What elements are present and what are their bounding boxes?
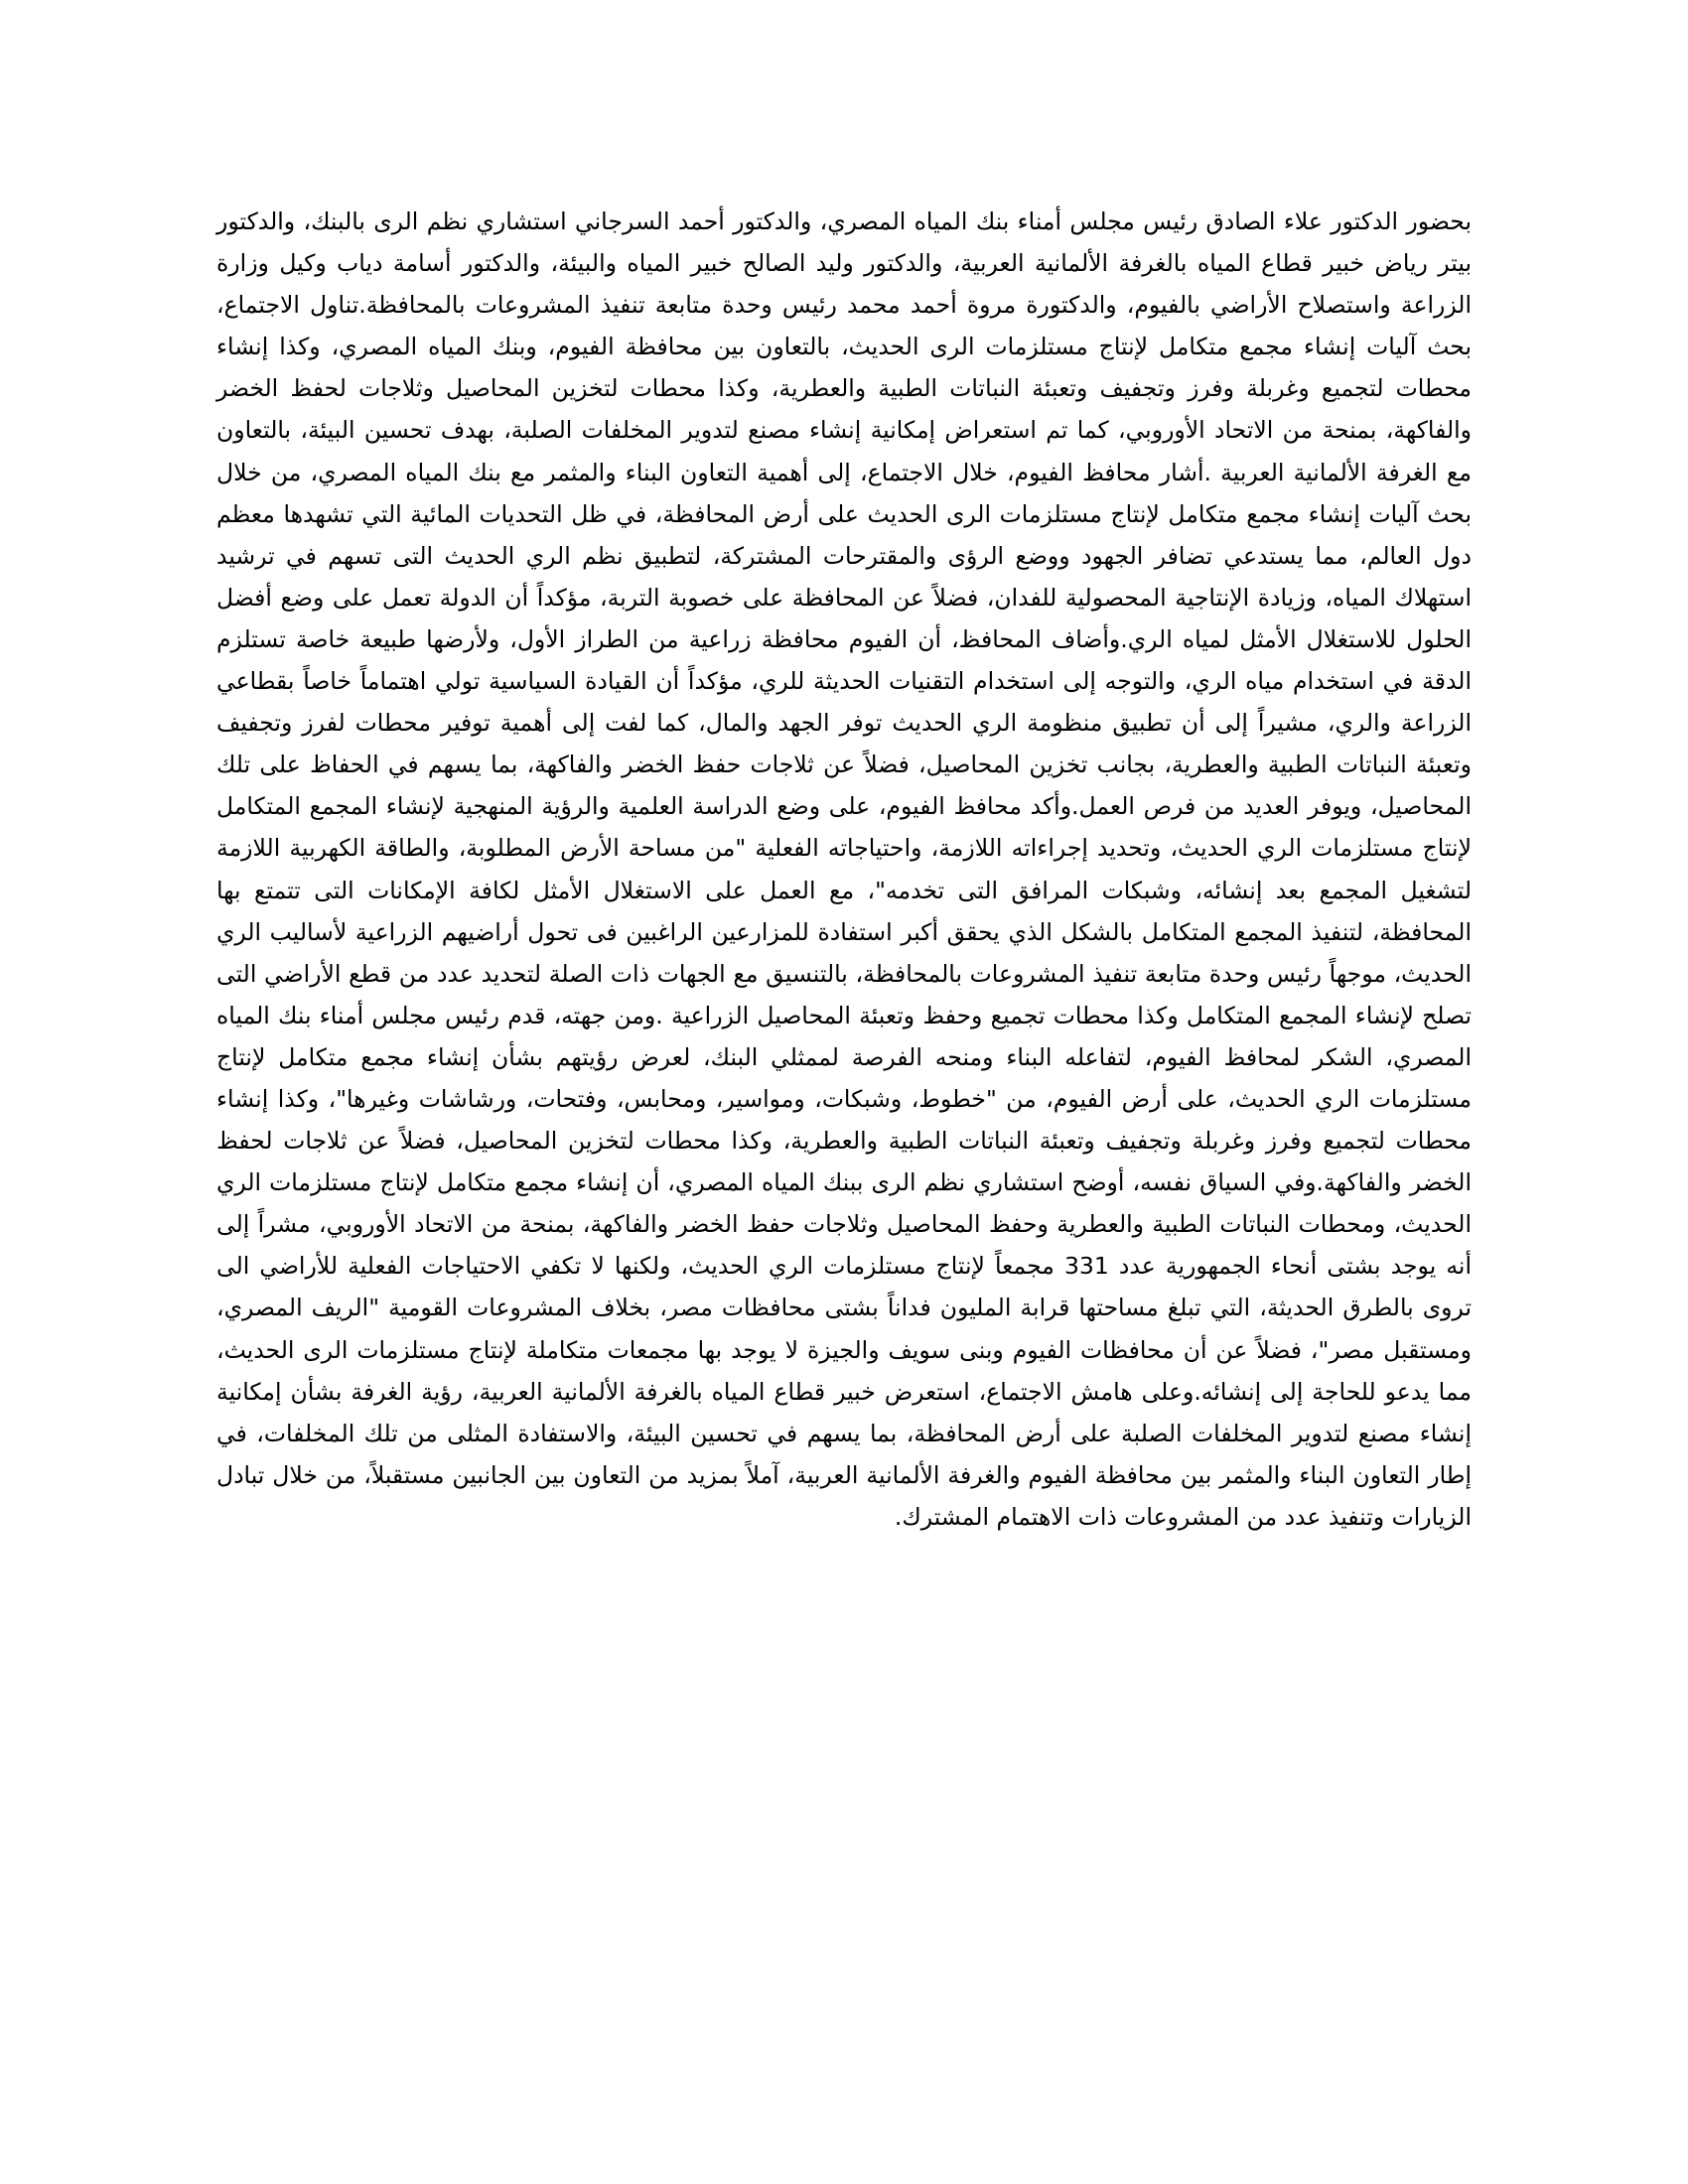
article-body-paragraph: بحضور الدكتور علاء الصادق رئيس مجلس أمناء بنك المياه المصري، والدكتور أحمد السرجاني استشاري نظم الرى بالبنك، والدكتور بيتر رياض خبير قطاع المياه بالغرفة الألمانية العربية، والدكتور وليد الصالح خبير المياه والبيئة، والدكتور أسامة دياب وكيل وزارة الزراعة واستصلاح الأراضي بالفيوم، والدكتورة مروة أحمد محمد رئيس وحدة متابعة تنفيذ المشروعات بالمحافظة.تناول الاجتماع، بحث آليات إنشاء مجمع متكامل لإنتاج مستلزمات الرى الحديث، بالتعاون بين محافظة الفيوم، وبنك المياه المصري، وكذا إنشاء محطات لتجميع وغربلة وفرز وتجفيف وتعبئة النباتات الطبية والعطرية، وكذا محطات لتخزين المحاصيل وثلاجات لحفظ الخضر والفاكهة، بمنحة من الاتحاد الأوروبي، كما تم استعراض إمكانية إنشاء مصنع لتدوير المخلفات الصلبة، بهدف تحسين البيئة، بالتعاون مع الغرفة الألمانية العربية .أشار محافظ الفيوم، خلال الاجتماع، إلى أهمية التعاون البناء والمثمر مع بنك المياه المصري، من خلال بحث آليات إنشاء مجمع متكامل لإنتاج مستلزمات الرى الحديث على أرض المحافظة، في ظل التحديات المائية التي تشهدها معظم دول العالم، مما يستدعي تضافر الجهود ووضع الرؤى والمقترحات المشتركة، لتطبيق نظم الري الحديث التى تسهم في ترشيد استهلاك المياه، وزيادة الإنتاجية المحصولية للفدان، فضلاً عن المحافظة على خصوبة التربة، مؤكداً أن الدولة تعمل على وضع أفضل الحلول للاستغلال الأمثل لمياه الري.وأضاف المحافظ، أن الفيوم محافظة زراعية من الطراز الأول، ولأرضها طبيعة خاصة تستلزم الدقة في استخدام مياه الري، والتوجه إلى استخدام التقنيات الحديثة للري، مؤكداً أن القيادة السياسية تولي اهتماماً خاصاً بقطاعي الزراعة والري، مشيراً إلى أن تطبيق منظومة الري الحديث توفر الجهد والمال، كما لفت إلى أهمية توفير محطات لفرز وتجفيف وتعبئة النباتات الطبية والعطرية، بجانب تخزين المحاصيل، فضلاً عن ثلاجات حفظ الخضر والفاكهة، بما يسهم في الحفاظ على تلك المحاصيل، ويوفر العديد من فرص العمل.وأكد محافظ الفيوم، على وضع الدراسة العلمية والرؤية المنهجية لإنشاء المجمع المتكامل لإنتاج مستلزمات الري الحديث، وتحديد إجراءاته اللازمة، واحتياجاته الفعلية "من مساحة الأرض المطلوبة، والطاقة الكهربية اللازمة لتشغيل المجمع بعد إنشائه، وشبكات المرافق التى تخدمه"، مع العمل على الاستغلال الأمثل لكافة الإمكانات التى تتمتع بها المحافظة، لتنفيذ المجمع المتكامل بالشكل الذي يحقق أكبر استفادة للمزارعين الراغبين فى تحول أراضيهم الزراعية لأساليب الري الحديث، موجهاً رئيس وحدة متابعة تنفيذ المشروعات بالمحافظة، بالتنسيق مع الجهات ذات الصلة لتحديد عدد من قطع الأراضي التى تصلح لإنشاء المجمع المتكامل وكذا محطات تجميع وحفظ وتعبئة المحاصيل الزراعية .ومن جهته، قدم رئيس مجلس أمناء بنك المياه المصري، الشكر لمحافظ الفيوم، لتفاعله البناء ومنحه الفرصة لممثلي البنك، لعرض رؤيتهم بشأن إنشاء مجمع متكامل لإنتاج مستلزمات الري الحديث، على أرض الفيوم، من "خطوط، وشبكات، ومواسير، ومحابس، وفتحات، ورشاشات وغيرها"، وكذا إنشاء محطات لتجميع وفرز وغربلة وتجفيف وتعبئة النباتات الطبية والعطرية، وكذا محطات لتخزين المحاصيل، فضلاً عن ثلاجات لحفظ الخضر والفاكهة.وفي السياق نفسه، أوضح استشاري نظم الرى ببنك المياه المصري، أن إنشاء مجمع متكامل لإنتاج مستلزمات الري الحديث، ومحطات النباتات الطبية والعطرية وحفظ المحاصيل وثلاجات حفظ الخضر والفاكهة، بمنحة من الاتحاد الأوروبي، مشراً إلى أنه يوجد بشتى أنحاء الجمهورية عدد 331 مجمعاً لإنتاج مستلزمات الري الحديث، ولكنها لا تكفي الاحتياجات الفعلية للأراضي الى تروى بالطرق الحديثة، التي تبلغ مساحتها قرابة المليون فداناً بشتى محافظات مصر، بخلاف المشروعات القومية "الريف المصري، ومستقبل مصر"، فضلاً عن أن محافظات الفيوم وبنى سويف والجيزة لا يوجد بها مجمعات متكاملة لإنتاج مستلزمات الرى الحديث، مما يدعو للحاجة إلى إنشائه.وعلى هامش الاجتماع، استعرض خبير قطاع المياه بالغرفة الألمانية العربية، رؤية الغرفة بشأن إمكانية إنشاء مصنع لتدوير المخلفات الصلبة على أرض المحافظة، بما يسهم في تحسين البيئة، والاستفادة المثلى من تلك المخلفات، في إطار التعاون البناء والمثمر بين محافظة الفيوم والغرفة الألمانية العربية، آملاً بمزيد من التعاون بين الجانبين مستقبلاً، من خلال تبادل الزيارات وتنفيذ عدد من المشروعات ذات الاهتمام المشترك. [216, 207, 1473, 1531]
